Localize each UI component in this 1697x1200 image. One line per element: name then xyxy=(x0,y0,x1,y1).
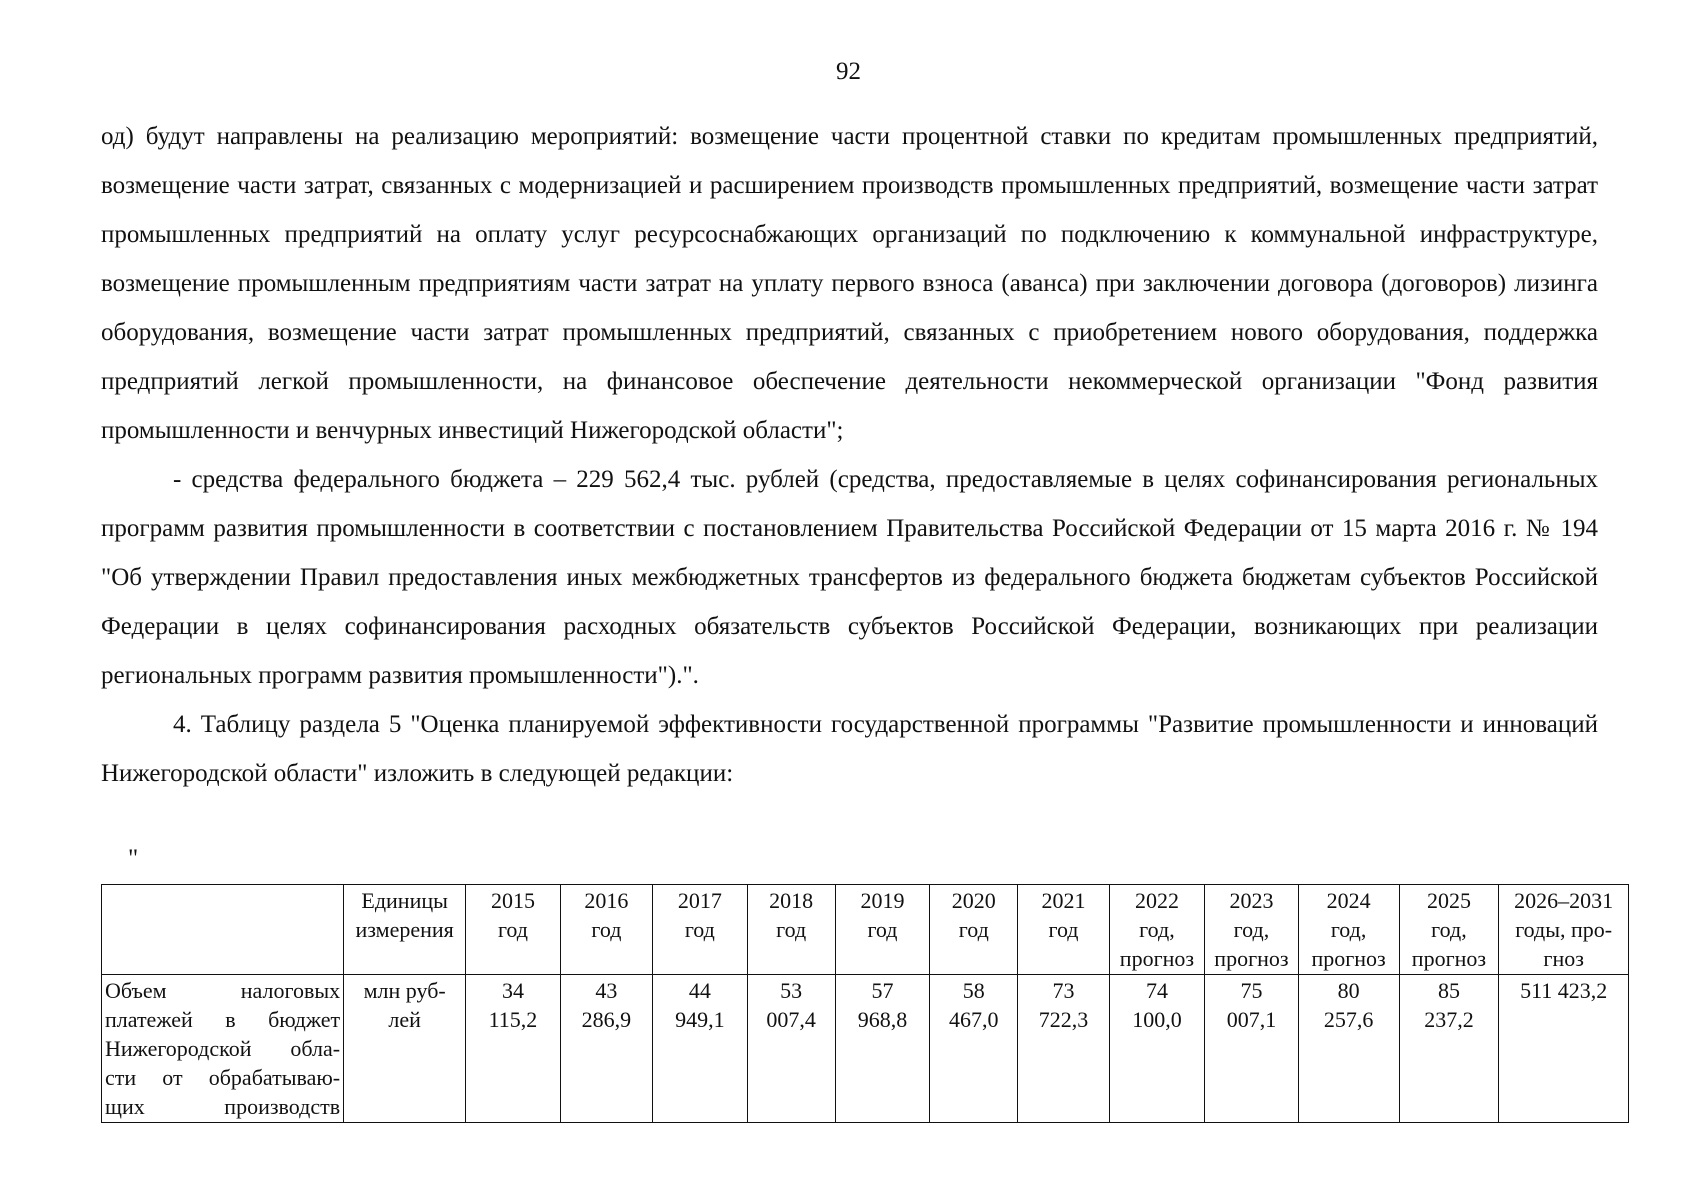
header-cell-line: прогноз xyxy=(1311,946,1386,971)
cell-line: 968,8 xyxy=(857,1007,908,1032)
header-cell-line: год xyxy=(497,917,528,942)
cell-line: 100,0 xyxy=(1132,1007,1182,1032)
table-cell xyxy=(344,975,466,1123)
header-cell-line: год xyxy=(591,917,622,942)
table-row xyxy=(102,975,1629,1123)
paragraph-table-instruction: 4. Таблицу раздела 5 "Оценка планируемой эффективности государственной программы "Развитие промышленности и инноваций Нижегородской области" изложить в следующей редакции: xyxy=(101,711,1598,787)
table-header-row xyxy=(102,885,1629,975)
cell-line: 257,6 xyxy=(1323,1007,1374,1032)
cell-line: млн руб- xyxy=(363,978,446,1003)
table-header-cell xyxy=(1399,885,1499,975)
table-cell xyxy=(1298,975,1399,1123)
header-cell-line: 2016 xyxy=(584,888,629,913)
table-cell xyxy=(930,975,1018,1123)
table-header-cell xyxy=(1018,885,1109,975)
header-cell-line: измерения xyxy=(355,917,454,942)
header-cell-line: 2019 xyxy=(860,888,905,913)
header-cell-line: 2018 xyxy=(769,888,814,913)
table-cell xyxy=(1499,975,1629,1123)
table-header-cell xyxy=(1109,885,1205,975)
header-cell-line: Единицы xyxy=(361,888,448,913)
header-cell-line: 2015 xyxy=(490,888,535,913)
table-cell xyxy=(835,975,930,1123)
header-cell-line: год xyxy=(1048,917,1079,942)
row-label-line: Объем налоговых xyxy=(105,978,341,1003)
paragraph-continuation: од) будут направлены на реализацию мероприятий: возмещение части процентной ставки по кредитам промышленных предприятий, возмещение части затрат, связанных с модернизацией и расширением производств промышленных предприятий, возмещение части затрат промышленных предприятий на оплату услуг ресурсоснабжающих организаций по подключению к коммунальной инфраструктуре, возмещение промышленным предприятиям части затрат на уплату первого взноса (аванса) при заключении договора (договоров) лизинга оборудования, возмещение части затрат промышленных предприятий, связанных с приобретением нового оборудования, поддержка предприятий легкой промышленности, на финансовое обеспечение деятельности некоммерческой организации "Фонд развития промышленности и венчурных инвестиций Нижегородской области"; xyxy=(101,123,1598,444)
table-cell xyxy=(1018,975,1109,1123)
row-label-cell xyxy=(102,975,344,1123)
table-cell xyxy=(466,975,561,1123)
cell-line: лей xyxy=(388,1007,421,1032)
table-cell xyxy=(747,975,835,1123)
header-cell-line: 2024 xyxy=(1326,888,1371,913)
table-header-cell xyxy=(344,885,466,975)
table-header-cell xyxy=(835,885,930,975)
header-cell-line: год xyxy=(958,917,989,942)
header-cell-line: 2026–2031 xyxy=(1514,888,1614,913)
table-header-cell xyxy=(930,885,1018,975)
table-cell xyxy=(560,975,652,1123)
cell-line: 115,2 xyxy=(488,1007,538,1032)
cell-line: 007,1 xyxy=(1226,1007,1277,1032)
table-cell xyxy=(1205,975,1298,1123)
page-number: 92 xyxy=(836,58,861,85)
header-cell-line: год, xyxy=(1330,917,1367,942)
header-cell-line: 2021 xyxy=(1041,888,1086,913)
table-header-cell xyxy=(1499,885,1629,975)
opening-quote-mark: " xyxy=(128,845,139,872)
header-cell-line: 2025 xyxy=(1426,888,1471,913)
header-cell-line: прогноз xyxy=(1119,946,1195,971)
cell-line: 722,3 xyxy=(1038,1007,1089,1032)
cell-line: 007,4 xyxy=(766,1007,816,1032)
table-header-cell xyxy=(466,885,561,975)
cell-line: 53 xyxy=(780,978,803,1003)
table-header-cell xyxy=(653,885,748,975)
table-cell xyxy=(653,975,748,1123)
header-cell-line: 2022 xyxy=(1134,888,1179,913)
table-header-cell xyxy=(1205,885,1298,975)
cell-line: 44 xyxy=(688,978,711,1003)
cell-line: 43 xyxy=(595,978,618,1003)
cell-line: 80 xyxy=(1337,978,1360,1003)
header-cell-line: год xyxy=(867,917,898,942)
table-header-cell xyxy=(102,885,344,975)
table-cell xyxy=(1399,975,1499,1123)
cell-line: 57 xyxy=(871,978,894,1003)
header-cell-line: 2023 xyxy=(1229,888,1274,913)
cell-line: 511 423,2 xyxy=(1520,978,1608,1003)
cell-line: 237,2 xyxy=(1424,1007,1474,1032)
table-cell xyxy=(1109,975,1205,1123)
cell-line: 75 xyxy=(1240,978,1263,1003)
cell-line: 286,9 xyxy=(581,1007,632,1032)
cell-line: 73 xyxy=(1052,978,1075,1003)
row-label-line: Нижегородской обла- xyxy=(105,1036,341,1061)
header-cell-line: прогноз xyxy=(1411,946,1487,971)
header-cell-line: годы, про- xyxy=(1515,917,1613,942)
header-cell-line: год xyxy=(684,917,715,942)
header-cell-line: прогноз xyxy=(1214,946,1289,971)
header-cell-line: год, xyxy=(1233,917,1270,942)
table-header-cell xyxy=(560,885,652,975)
paragraph-federal-budget: - средства федерального бюджета – 229 562,4 тыс. рублей (средства, предоставляемые в целях софинансирования региональных программ развития промышленности в соответствии с постановлением Правительства Российской Федерации от 15 марта 2016 г. № 194 "Об утверждении Правил предоставления иных межбюджетных трансфертов из федерального бюджета бюджетам субъектов Российской Федерации в целях софинансирования расходных обязательств субъектов Российской Федерации, возникающих при реализации региональных программ развития промышленности").". xyxy=(101,466,1598,689)
header-cell-line: год xyxy=(776,917,807,942)
table-header-cell xyxy=(1298,885,1399,975)
cell-line: 85 xyxy=(1437,978,1460,1003)
document-body xyxy=(101,112,1598,798)
cell-line: 949,1 xyxy=(675,1007,725,1032)
table-body xyxy=(102,975,1629,1123)
cell-line: 34 xyxy=(501,978,524,1003)
header-cell-line: 2020 xyxy=(951,888,996,913)
header-cell-line: год, xyxy=(1431,917,1467,942)
header-cell-line: гноз xyxy=(1543,946,1584,971)
cell-line: 58 xyxy=(962,978,985,1003)
row-label-line: сти от обрабатываю- xyxy=(105,1065,341,1090)
row-label-line: платежей в бюджет xyxy=(105,1007,341,1032)
row-label-line: щих производств xyxy=(105,1094,341,1119)
efficiency-table xyxy=(101,884,1629,1123)
cell-line: 74 xyxy=(1145,978,1168,1003)
header-cell-line: год, xyxy=(1139,917,1175,942)
header-cell-line: 2017 xyxy=(677,888,722,913)
table-header-cell xyxy=(747,885,835,975)
cell-line: 467,0 xyxy=(949,1007,999,1032)
